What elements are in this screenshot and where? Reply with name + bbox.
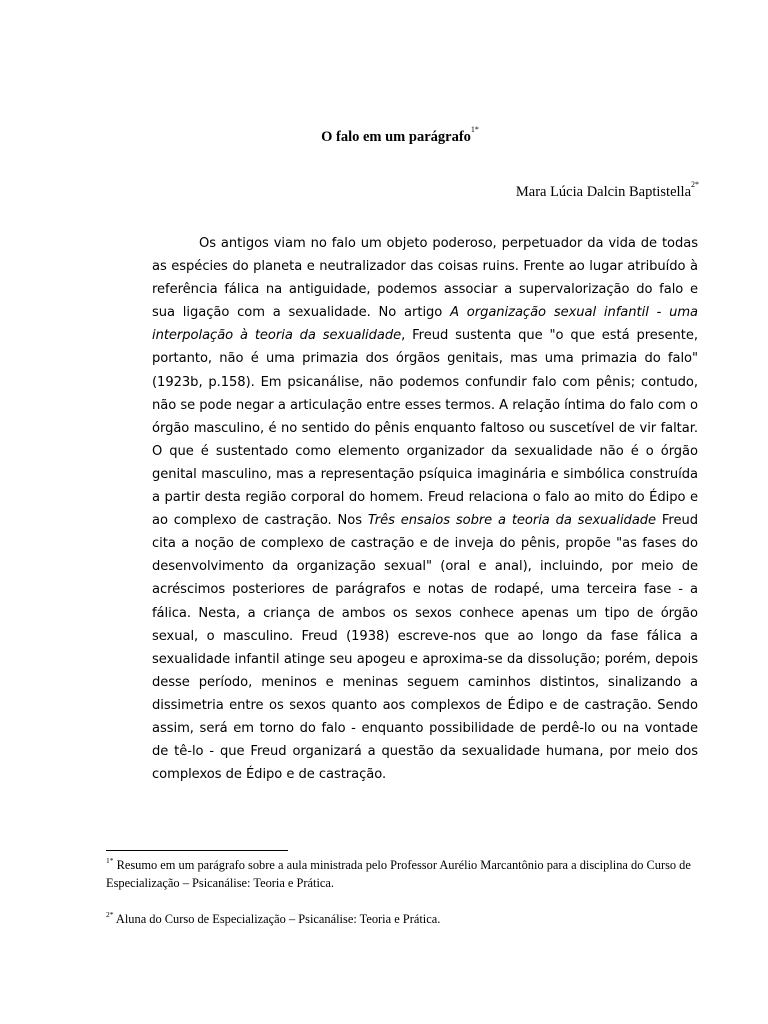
paragraph-text-1: Os antigos viam no falo um objeto poderoso, perpetuador da vida de todas as espécies do planeta e neutralizador das coisas ruins. Frente ao lugar atribuído à referência fálica na antiguidade, podemos associar a supervalorização do falo e sua ligação com a sexualidade. No artigo <box>152 236 698 321</box>
title-text: O falo em um parágrafo <box>321 128 471 145</box>
title-footnote-mark[interactable]: 1* <box>470 125 479 134</box>
author-text: Mara Lúcia Dalcin Baptistella <box>515 183 691 200</box>
cited-work-title-2: Três ensaios sobre a teoria da sexualidade <box>367 513 657 529</box>
footnote-2 <box>106 907 700 928</box>
document-title <box>0 125 768 146</box>
footnote-1-text: Resumo em um parágrafo sobre a aula ministrada pelo Professor Aurélio Marcantônio para a disciplina do Curso de Especialização – Psicanálise: Teoria e Prática. <box>106 858 691 891</box>
author-name <box>515 180 699 201</box>
footnote-separator <box>106 850 288 851</box>
footnote-2-mark: 2* <box>106 910 114 919</box>
footnote-1-mark: 1* <box>106 856 114 865</box>
body-paragraph <box>152 232 698 786</box>
footnote-2-text: Aluna do Curso de Especialização – Psicanálise: Teoria e Prática. <box>113 912 441 927</box>
paragraph-text-3: Freud cita a noção de complexo de castração e de inveja do pênis, propõe "as fases do desenvolvimento da organização sexual" (oral e anal), incluindo, por meio de acréscimos posteriores de parágrafos e notas de rodapé, uma terceira fase - a fálica. Nesta, a criança de ambos os sexos conhece apenas um tipo de órgão sexual, o masculino. Freud (1938) escreve-nos que ao longo da fase fálica a sexualidade infantil atinge seu apogeu e aproxima-se da dissolução; porém, depois desse período, meninos e meninas seguem caminhos distintos, sinalizando a dissimetria entre os sexos quanto aos complexos de Édipo e de castração. Sendo assim, será em torno do falo - enquanto possibilidade de perdê-lo ou na vontade de tê-lo - que Freud organizará a questão da sexualidade humana, por meio dos complexos de Édipo e de castração. <box>152 513 698 783</box>
paragraph-text-2: , Freud sustenta que "o que está presente, portanto, não é uma primazia dos órgãos genitais, mas uma primazia do falo" (1923b, p.158). Em psicanálise, não podemos confundir falo com pênis; contudo, não se pode negar a articulação entre esses termos. A relação íntima do falo com o órgão masculino, é no sentido do pênis enquanto faltoso ou suscetível de vir faltar. O que é sustentado como elemento organizador da sexualidade não é o órgão genital masculino, mas a representação psíquica imaginária e simbólica construída a partir desta região corporal do homem. Freud relaciona o falo ao mito do Édipo e ao complexo de castração. Nos <box>152 328 698 529</box>
cited-work-title-1: A organização sexual infantil - uma interpolação à teoria da sexualidade <box>152 305 698 344</box>
footnote-1 <box>106 853 700 893</box>
author-footnote-mark[interactable]: 2* <box>691 180 699 189</box>
